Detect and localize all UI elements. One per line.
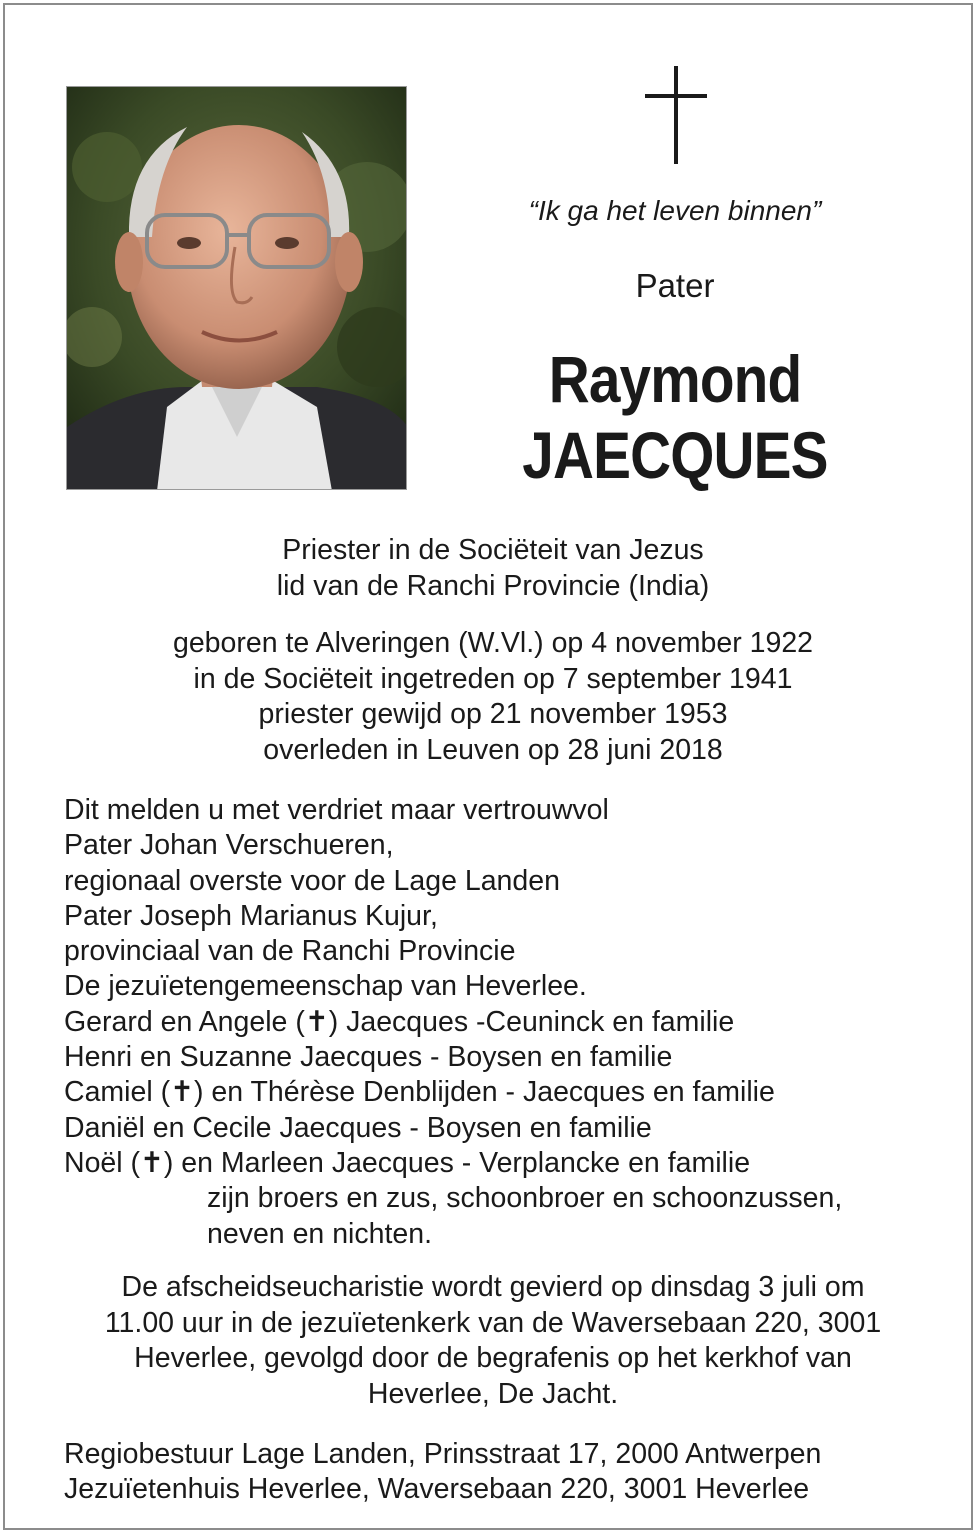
ceremony-section <box>45 1270 941 1412</box>
signer-line: De jezuïetengemeenschap van Heverlee. <box>64 970 587 1003</box>
date-line: priester gewijd op 21 november 1953 <box>258 698 728 730</box>
title: Pater <box>635 267 715 304</box>
dates-section <box>45 626 941 768</box>
motto: “Ik ga het leven binnen” <box>528 195 822 226</box>
ceremony-line: Heverlee, gevolgd door de begrafenis op het kerkhof van <box>134 1342 852 1374</box>
first-name: Raymond <box>548 342 802 416</box>
ceremony-line: De afscheidseucharistie wordt gevierd op dinsdag 3 juli om <box>121 1271 865 1303</box>
ceremony-line: Heverlee, De Jacht. <box>367 1377 619 1410</box>
signer-line: Pater Johan Verschueren, <box>64 829 394 862</box>
intro-line: Priester in de Sociëteit van Jezus <box>282 534 704 566</box>
signer-line: regionaal overste voor de Lage Landen <box>64 864 560 897</box>
last-name: JAECQUES <box>522 418 828 492</box>
relation-line: zijn broers en zus, schoonbroer en schoonzussen, <box>207 1182 843 1215</box>
date-line: geboren te Alveringen (W.Vl.) op 4 november 1922 <box>172 627 814 659</box>
relation-line: neven en nichten. <box>207 1217 433 1250</box>
signer-line: Dit melden u met verdriet maar vertrouwvol <box>64 794 609 826</box>
address-line: Regiobestuur Lage Landen, Prinsstraat 17, 2000 Antwerpen <box>64 1438 822 1470</box>
signer-line: provinciaal van de Ranchi Provincie <box>64 935 516 968</box>
ceremony-line: 11.00 uur in de jezuïetenkerk van de Waversebaan 220, 3001 <box>104 1306 882 1339</box>
cross-icon <box>645 66 707 164</box>
addresses-section <box>64 1437 944 1507</box>
signer-line: Noël (✝) en Marleen Jaecques - Verplancke en familie <box>64 1146 751 1179</box>
signer-line: Gerard en Angele (✝) Jaecques -Ceuninck en familie <box>64 1005 735 1038</box>
date-line: in de Sociëteit ingetreden op 7 september 1941 <box>193 662 793 695</box>
portrait-photo <box>66 86 407 490</box>
signers-section <box>64 793 944 1252</box>
signer-line: Henri en Suzanne Jaecques - Boysen en familie <box>64 1041 673 1074</box>
obituary-card <box>3 3 973 1530</box>
intro-section <box>45 533 941 604</box>
signer-line: Daniël en Cecile Jaecques - Boysen en familie <box>64 1111 652 1144</box>
address-line: Jezuïetenhuis Heverlee, Waversebaan 220, 3001 Heverlee <box>64 1473 810 1505</box>
signer-line: Camiel (✝) en Thérèse Denblijden - Jaecques en familie <box>64 1076 775 1109</box>
intro-line: lid van de Ranchi Provincie (India) <box>276 569 710 602</box>
date-line: overleden in Leuven op 28 juni 2018 <box>263 733 723 766</box>
signer-line: Pater Joseph Marianus Kujur, <box>64 899 438 932</box>
